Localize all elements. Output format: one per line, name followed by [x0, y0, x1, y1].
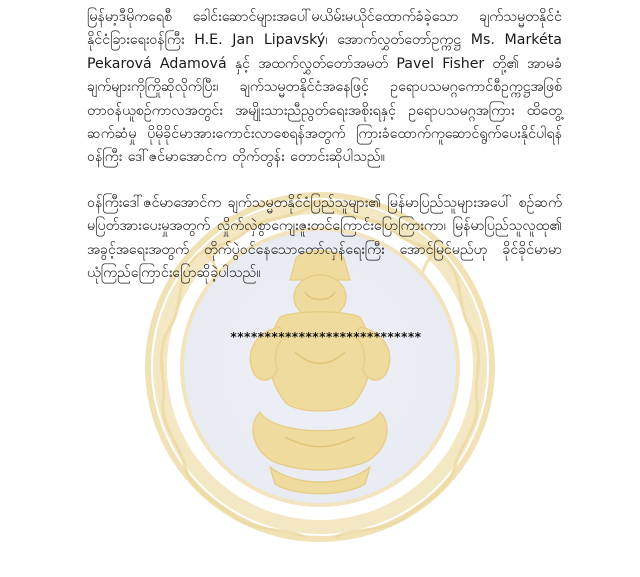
paragraph-2: ဝန်ကြီးဒေါ်ဇင်မာအောင်က ချက်သမ္မတနိုင်ငံပြည်သူများ၏ မြန်မာပြည်သူများအပေါ် စဉ်ဆက်မပြတ်အားပေးမှုအတွက် လှိုက်လှဲစွာကျေးဇူးတင်ကြောင်းပြောကြားကာ၊ မြန်မာပြည်သူလူထု၏ အခွင့်အရေးအတွက် တိုက်ပွဲဝင်နေသောတော်လှန်ရေးကြီး အောင်မြင်မည်ဟု ခိုင်ခိုင်မာမာ ယုံကြည်ကြောင်းပြောဆိုခဲ့ပါသည်။ — [87, 194, 562, 282]
document-body — [87, 6, 562, 285]
asterisk-separator: **************************** — [230, 330, 422, 344]
paragraph-1: မြန်မာ့ဒီမိုကရေစီ ခေါင်းဆောင်များအပေါ်မယိမ်းမယိုင်ထောက်ခံခဲ့သော ချက်သမ္မတနိုင်ငံ နိုင်ငံခြားရေးဝန်ကြီး H.E. Jan Lipavský၊ အောက်လွှတ်တော်ဥက္ကဋ္ဌ Ms. Markéta Pekarová Adamová နှင့် အထက်လွှတ်တော်အမတ် Pavel Fisher တို့၏ အာမခံချက်များကိုကြိုဆိုလိုက်ပြီး၊ ချက်သမ္မတနိုင်ငံအနေဖြင့် ဥရောပသမဂ္ဂကောင်စီဥက္ကဋ္ဌအဖြစ် တာဝန်ယူစဉ်ကာလအတွင်း အမျိုးသားညီညွတ်ရေးအစိုးရနှင့် ဥရောပသမဂ္ဂအကြား ထိတွေ့ဆက်ဆံမှု ပိုမိုခိုင်မာအားကောင်းလာစေရန်အတွက် ကြားခံထောက်ကူဆောင်ရွက်ပေးနိုင်ပါရန် ဝန်ကြီး ဒေါ်ဇင်မာအောင်က တိုက်တွန်း တောင်းဆိုပါသည်။ — [87, 9, 562, 166]
